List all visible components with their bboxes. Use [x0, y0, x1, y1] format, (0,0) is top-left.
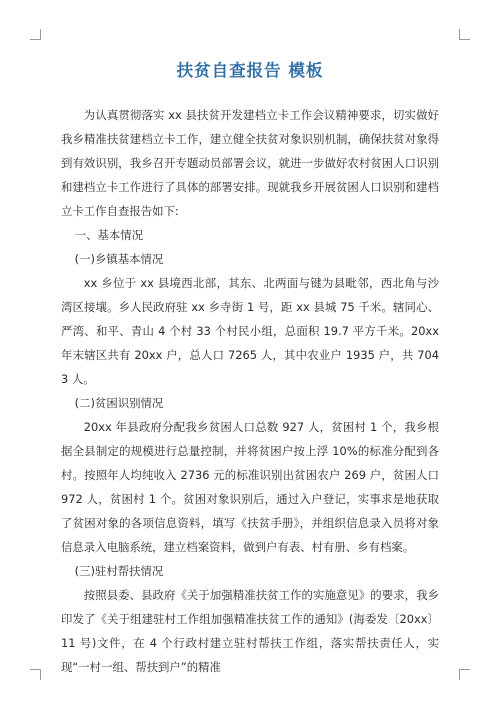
subheading-poverty-identification: (二)贫困识别情况 — [74, 396, 164, 410]
subheading-township-situation: (一)乡镇基本情况 — [74, 252, 164, 266]
subheading-village-assistance: (三)驻村帮扶情况 — [74, 564, 164, 578]
crop-mark-top-left — [30, 29, 41, 40]
intro-paragraph: 为认真贯彻落实 xx 县扶贫开发建档立卡工作会议精神要求，切实做好我乡精准扶贫建档立卡工作，建立健全扶贫对象识别机制，确保扶贫对象得到有效识别，我乡召开专题动员部署会议，就进一步做好农村贫困人口识别和建档立卡工作进行了具体的部署安排。现就我乡开展贫困人口识别和建档立卡工作自查报告如下: — [61, 108, 439, 218]
crop-mark-bottom-right — [459, 669, 470, 680]
township-situation-paragraph: xx 乡位于 xx 县境西北部，其东、北两面与键为县毗邻，西北角与沙湾区接壤。乡人民政府驻 xx 乡寺街 1 号，距 xx 县城 75 千米。辖同心、严湾、和平、青山 4 个村 33 个村民小组，总面积 19.7 平方千米。20xx 年末辖区共有 20xx 户，总人口 7265 人，其中农业户 1935 户，共 7043 人。 — [61, 276, 439, 386]
section-heading-basic-situation: 一、基本情况 — [74, 228, 144, 242]
crop-mark-top-right — [459, 29, 470, 40]
document-title: 扶贫自查报告 模板 — [176, 61, 324, 80]
document-page — [61, 60, 439, 679]
poverty-identification-paragraph: 20xx 年县政府分配我乡贫困人口总数 927 人，贫困村 1 个，我乡根据全县制定的规模进行总量控制，并将贫困户按上浮 10%的标准分配到各村。按照年人均纯收入 2736 元的标准识别出贫困农户 269 户，贫困人口 972 人，贫困村 1 个。贫困对象识别后，通过入户登记，实事求是地获取了贫困对象的各项信息资料，填写《扶贫手册》，并组织信息录入员将对象信息录入电脑系统，建立档案资料，做到户有表、村有册、乡有档案。 — [61, 420, 439, 554]
village-assistance-paragraph: 按照县委、县政府《关于加强精准扶贫工作的实施意见》的要求，我乡印发了《关于组建驻村工作组加强精准扶贫工作的通知》(海委发〔20xx〕11 号)文件，在 4 个行政村建立驻村帮扶工作组，落实帮扶责任人，实现“一村一组、帮扶到户”的精准 — [61, 588, 439, 674]
crop-mark-bottom-left — [30, 669, 41, 680]
